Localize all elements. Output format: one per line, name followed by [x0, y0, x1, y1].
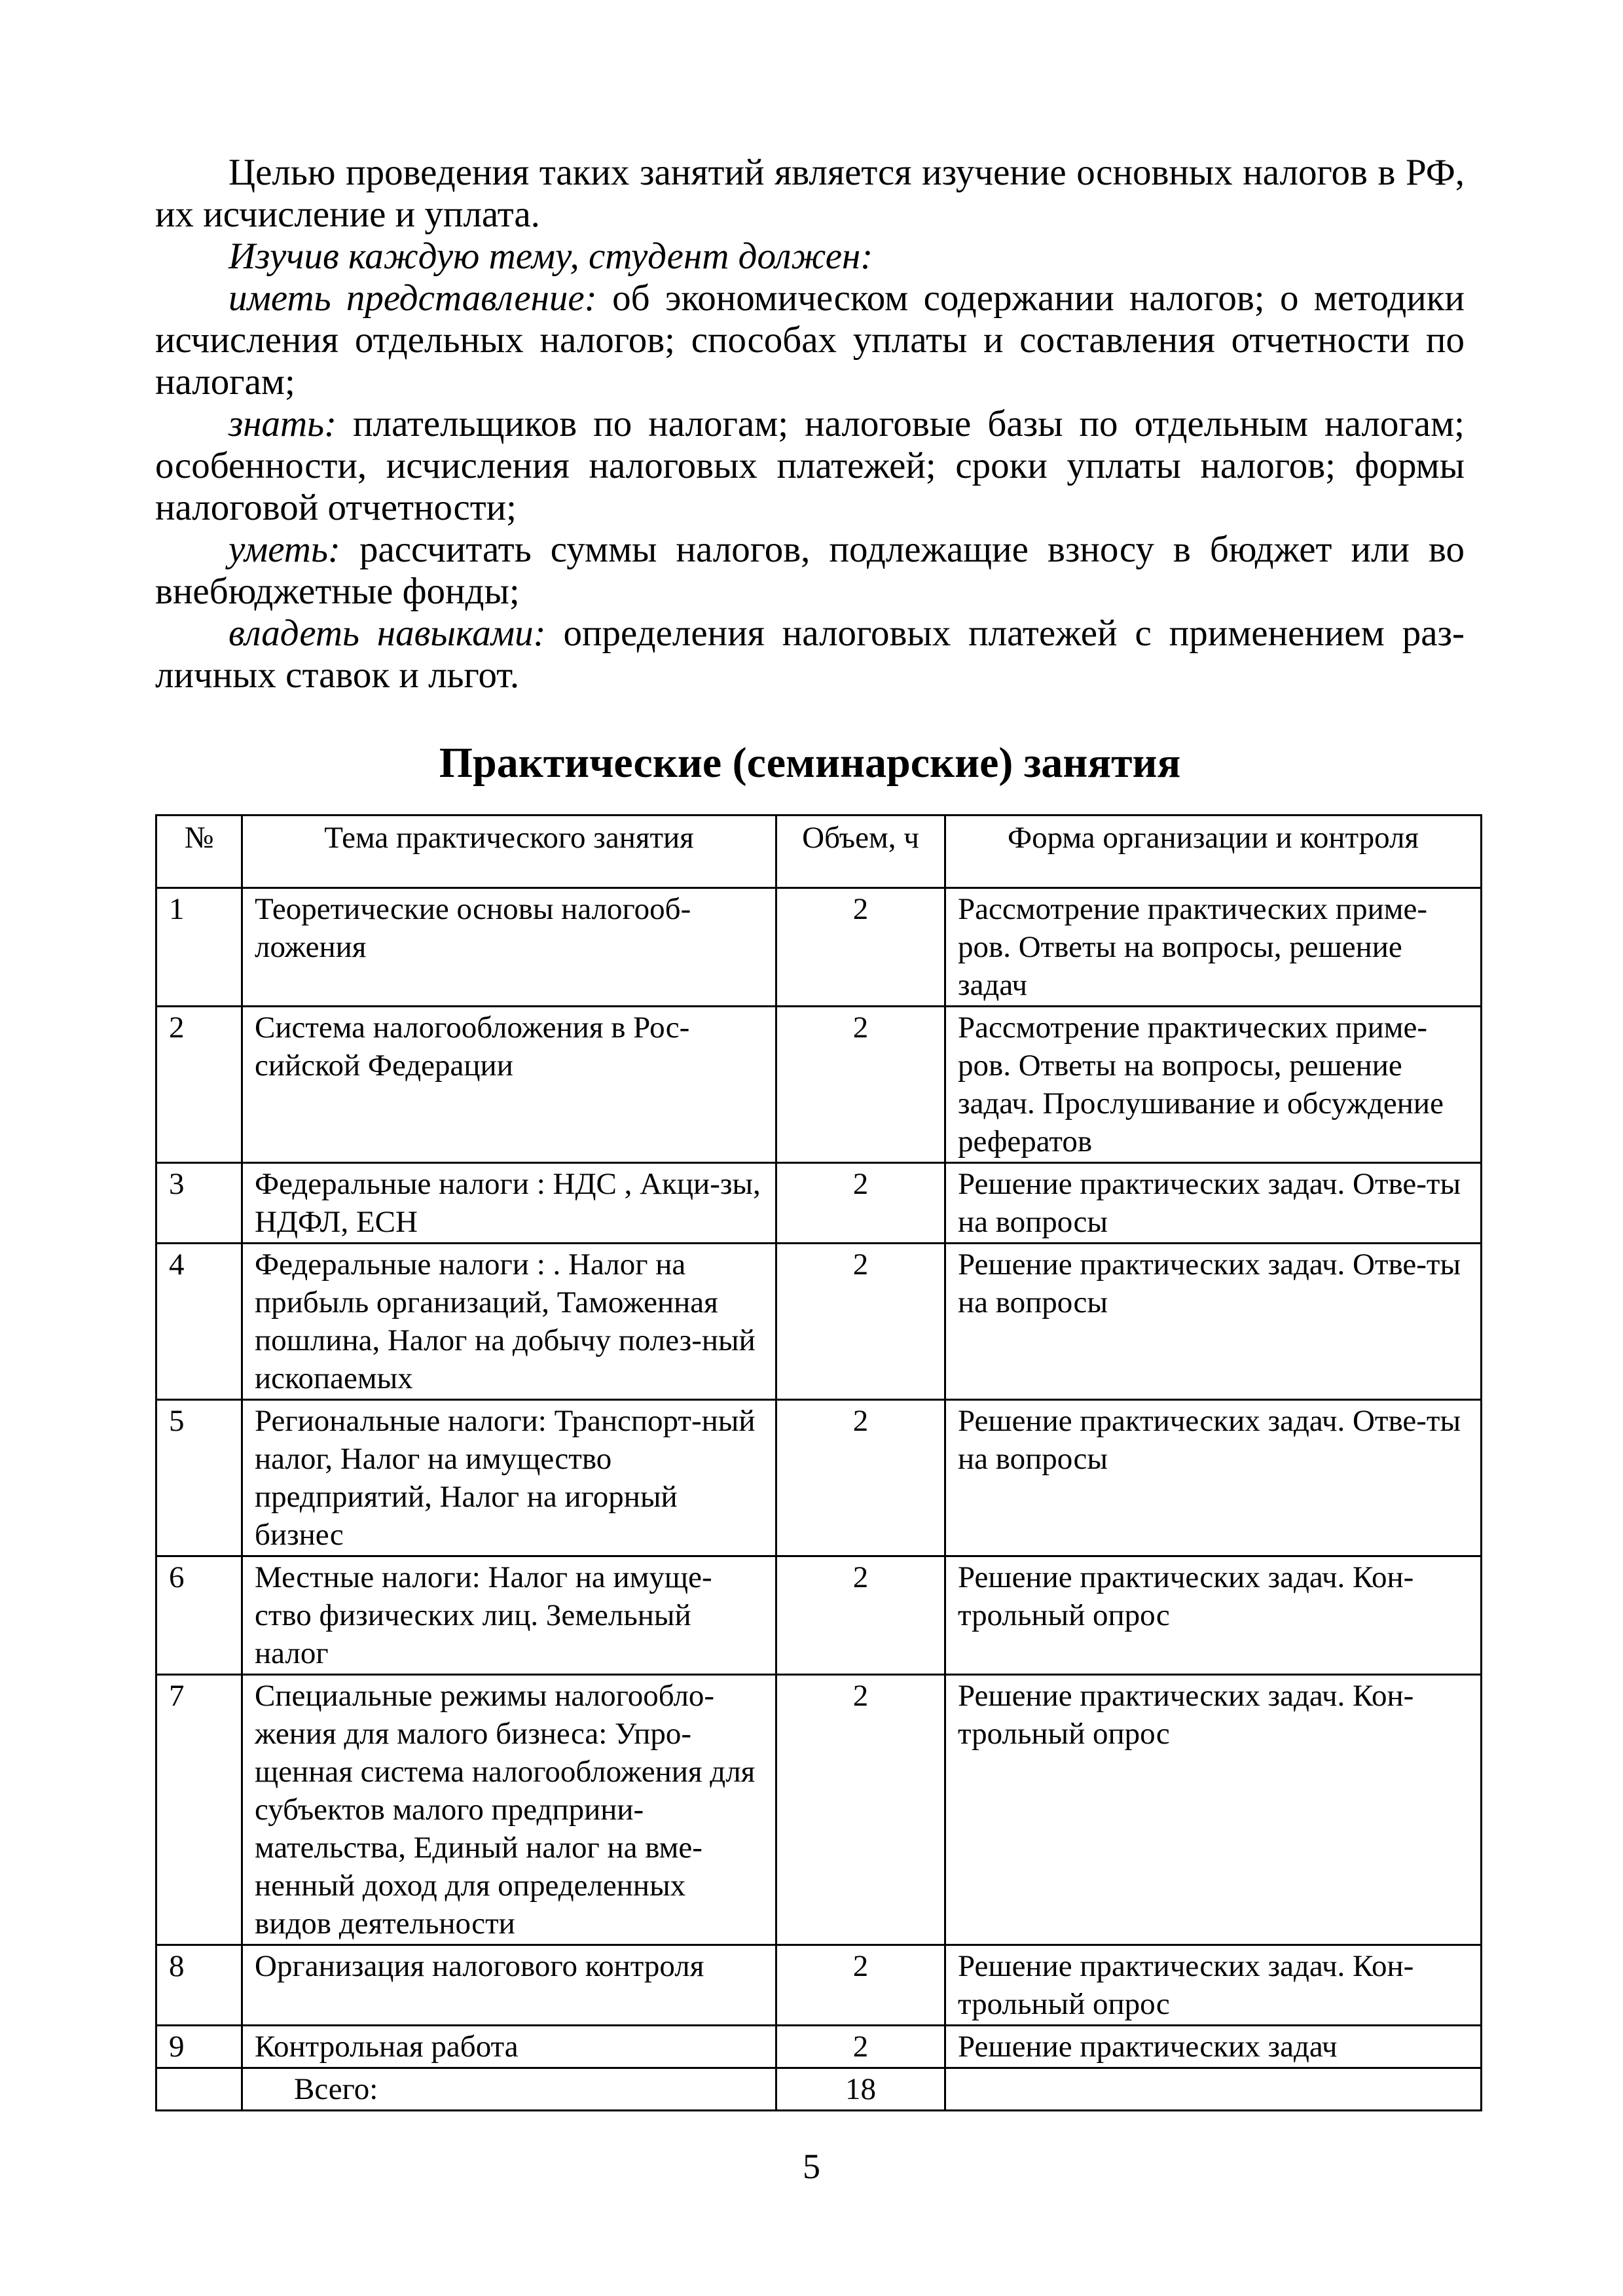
table-row [156, 1675, 1482, 1945]
row-topic: Федеральные налоги : НДС , Акци-зы, НДФЛ, ЕСН [242, 1163, 776, 1244]
understanding-text: об экономическом содержании налогов; о методики исчисления отдельных налогов; способах уплаты и составления отчетности по налогам; [155, 278, 1465, 403]
table-header-row [156, 816, 1482, 888]
intro-lead-text: Изучив каждую тему, студент должен: [228, 236, 873, 277]
row-hours: 2 [776, 1675, 945, 1945]
page-number: 5 [803, 2147, 820, 2186]
understanding-label: иметь представление: [228, 278, 597, 319]
row-form: Решение практических задач. Кон-трольный опрос [945, 1556, 1482, 1675]
row-hours: 2 [776, 1945, 945, 2026]
section-title: Практические (семинарские) занятия [439, 739, 1181, 787]
row-num: 9 [156, 2026, 242, 2068]
skills-text: определения налоговых платежей с применением раз-личных ставок и льгот. [155, 613, 1465, 696]
row-num: 7 [156, 1675, 242, 1945]
practical-classes-table [155, 814, 1482, 2111]
row-form: Решение практических задач. Кон-трольный опрос [945, 1675, 1482, 1945]
row-num: 5 [156, 1400, 242, 1556]
row-num: 4 [156, 1244, 242, 1400]
know-label: знать: [228, 403, 337, 444]
row-topic: Местные налоги: Налог на имуще-ство физических лиц. Земельный налог [242, 1556, 776, 1675]
row-form: Решение практических задач. Отве-ты на вопросы [945, 1400, 1482, 1556]
able-text: рассчитать суммы налогов, подлежащие взносу в бюджет или во внебюджетные фонды; [155, 529, 1465, 612]
row-form: Рассмотрение практических приме-ров. Ответы на вопросы, решение задач. Прослушивание и обсуждение рефератов [945, 1007, 1482, 1163]
row-form: Решение практических задач. Кон-трольный опрос [945, 1945, 1482, 2026]
row-hours: 2 [776, 1007, 945, 1163]
row-topic: Система налогообложения в Рос-сийской Федерации [242, 1007, 776, 1163]
table-row [156, 1400, 1482, 1556]
total-label: Всего: [242, 2068, 776, 2111]
intro-paragraph-goal: Целью проведения таких занятий является изучение основных налогов в РФ, их исчисление и уплата. [155, 152, 1465, 235]
header-topic: Тема практического занятия [242, 816, 776, 888]
row-form: Рассмотрение практических приме-ров. Ответы на вопросы, решение задач [945, 888, 1482, 1007]
row-topic: Федеральные налоги : . Налог на прибыль организаций, Таможенная пошлина, Налог на добычу полез-ный ископаемых [242, 1244, 776, 1400]
row-hours: 2 [776, 2026, 945, 2068]
intro-paragraph-lead [155, 236, 1465, 278]
row-form: Решение практических задач. Отве-ты на вопросы [945, 1163, 1482, 1244]
row-hours: 2 [776, 1244, 945, 1400]
able-label: уметь: [228, 529, 340, 570]
row-form: Решение практических задач [945, 2026, 1482, 2068]
row-topic: Теоретические основы налогооб-ложения [242, 888, 776, 1007]
total-form-empty [945, 2068, 1482, 2111]
table-row [156, 1163, 1482, 1244]
header-num: № [156, 816, 242, 888]
row-topic: Специальные режимы налогообло-жения для малого бизнеса: Упро-щенная система налогообложения для субъектов малого предприни-мательства, Единый налог на вме-ненный доход для определенных видов деятельности [242, 1675, 776, 1945]
row-hours: 2 [776, 888, 945, 1007]
row-num: 1 [156, 888, 242, 1007]
row-num: 3 [156, 1163, 242, 1244]
header-form: Форма организации и контроля [945, 816, 1482, 888]
intro-text [155, 152, 1465, 696]
total-hours: 18 [776, 2068, 945, 2111]
know-text: плательщиков по налогам; налоговые базы по отдельным налогам; особенности, исчисления налоговых платежей; сроки уплаты налогов; формы налоговой отчетности; [155, 403, 1465, 528]
header-hours: Объем, ч [776, 816, 945, 888]
row-num: 2 [156, 1007, 242, 1163]
row-hours: 2 [776, 1400, 945, 1556]
intro-paragraph-understanding [155, 278, 1465, 403]
row-form: Решение практических задач. Отве-ты на вопросы [945, 1244, 1482, 1400]
row-topic: Организация налогового контроля [242, 1945, 776, 2026]
table-row [156, 1556, 1482, 1675]
row-hours: 2 [776, 1163, 945, 1244]
row-num: 8 [156, 1945, 242, 2026]
intro-paragraph-skills [155, 613, 1465, 696]
intro-paragraph-know [155, 403, 1465, 529]
table-row [156, 1007, 1482, 1163]
row-topic: Контрольная работа [242, 2026, 776, 2068]
table-row [156, 1945, 1482, 2026]
table-row [156, 2026, 1482, 2068]
table-total-row [156, 2068, 1482, 2111]
total-num-empty [156, 2068, 242, 2111]
row-hours: 2 [776, 1556, 945, 1675]
skills-label: владеть навыками: [228, 613, 546, 654]
row-topic: Региональные налоги: Транспорт-ный налог, Налог на имущество предприятий, Налог на игорный бизнес [242, 1400, 776, 1556]
table-row [156, 888, 1482, 1007]
row-num: 6 [156, 1556, 242, 1675]
table-row [156, 1244, 1482, 1400]
intro-paragraph-able [155, 529, 1465, 613]
